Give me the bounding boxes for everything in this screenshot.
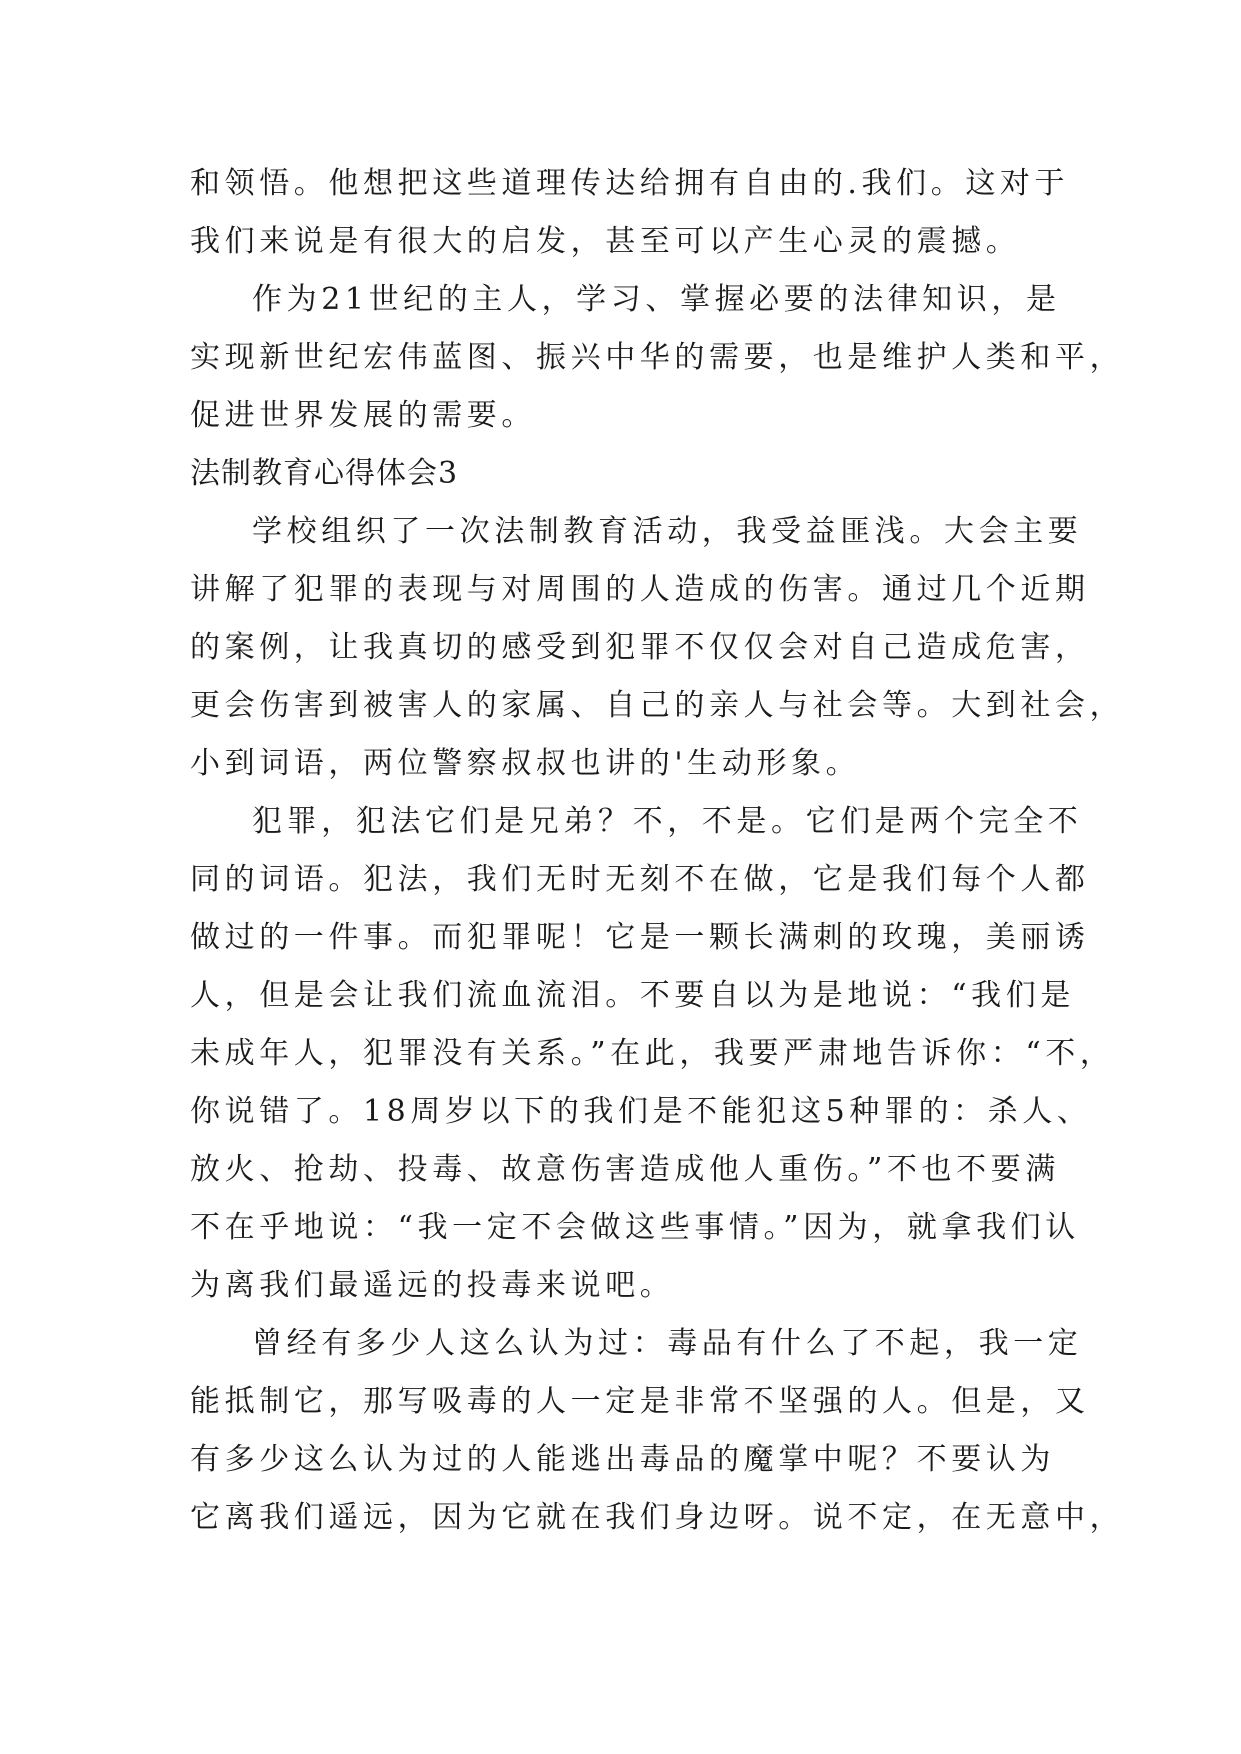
paragraph-line: 学校组织了一次法制教育活动，我受益匪浅。大会主要 [252, 514, 1083, 549]
paragraph-line: 和领悟。他想把这些道理传达给拥有自由的.我们。这对于 [190, 166, 1070, 201]
paragraph-line: 为离我们最遥远的投毒来说吧。 [190, 1268, 675, 1303]
paragraph-line: 它离我们遥远，因为它就在我们身边呀。说不定，在无意中， [190, 1500, 1125, 1535]
paragraph-line: 有多少这么认为过的人能逃出毒品的魔掌中呢？不要认为 [190, 1442, 1055, 1477]
paragraph-line: 人，但是会让我们流血流泪。不要自以为是地说：“我们是 [190, 978, 1075, 1013]
paragraph-line: 放火、抢劫、投毒、故意伤害造成他人重伤。”不也不要满 [190, 1152, 1060, 1187]
paragraph-line: 能抵制它，那写吸毒的人一定是非常不坚强的人。但是，又 [190, 1384, 1090, 1419]
paragraph-line: 做过的一件事。而犯罪呢！它是一颗长满刺的玫瑰，美丽诱 [190, 920, 1090, 955]
paragraph-line: 同的词语。犯法，我们无时无刻不在做，它是我们每个人都 [190, 862, 1090, 897]
paragraph-line: 我们来说是有很大的启发，甚至可以产生心灵的震撼。 [190, 224, 1021, 259]
paragraph-line: 的案例，让我真切的感受到犯罪不仅仅会对自己造成危害， [190, 630, 1090, 665]
paragraph-line: 犯罪，犯法它们是兄弟？不，不是。它们是两个完全不 [252, 804, 1083, 839]
paragraph-line: 你说错了。18周岁以下的我们是不能犯这5种罪的：杀人、 [190, 1094, 1092, 1129]
section-heading: 法制教育心得体会3 [190, 456, 459, 491]
paragraph-line: 更会伤害到被害人的家属、自己的亲人与社会等。大到社会， [190, 688, 1125, 723]
paragraph-line: 实现新世纪宏伟蓝图、振兴中华的需要，也是维护人类和平， [190, 340, 1125, 375]
paragraph-line: 作为21世纪的主人，学习、掌握必要的法律知识，是 [252, 282, 1061, 317]
paragraph-line: 未成年人，犯罪没有关系。”在此，我要严肃地告诉你：“不， [190, 1036, 1115, 1071]
paragraph-line: 小到词语，两位警察叔叔也讲的'生动形象。 [190, 746, 861, 781]
paragraph-line: 讲解了犯罪的表现与对周围的人造成的伤害。通过几个近期 [190, 572, 1090, 607]
paragraph-line: 促进世界发展的需要。 [190, 398, 536, 433]
paragraph-line: 不在乎地说：“我一定不会做这些事情。”因为，就拿我们认 [190, 1210, 1080, 1245]
paragraph-line: 曾经有多少人这么认为过：毒品有什么了不起，我一定 [252, 1326, 1083, 1361]
